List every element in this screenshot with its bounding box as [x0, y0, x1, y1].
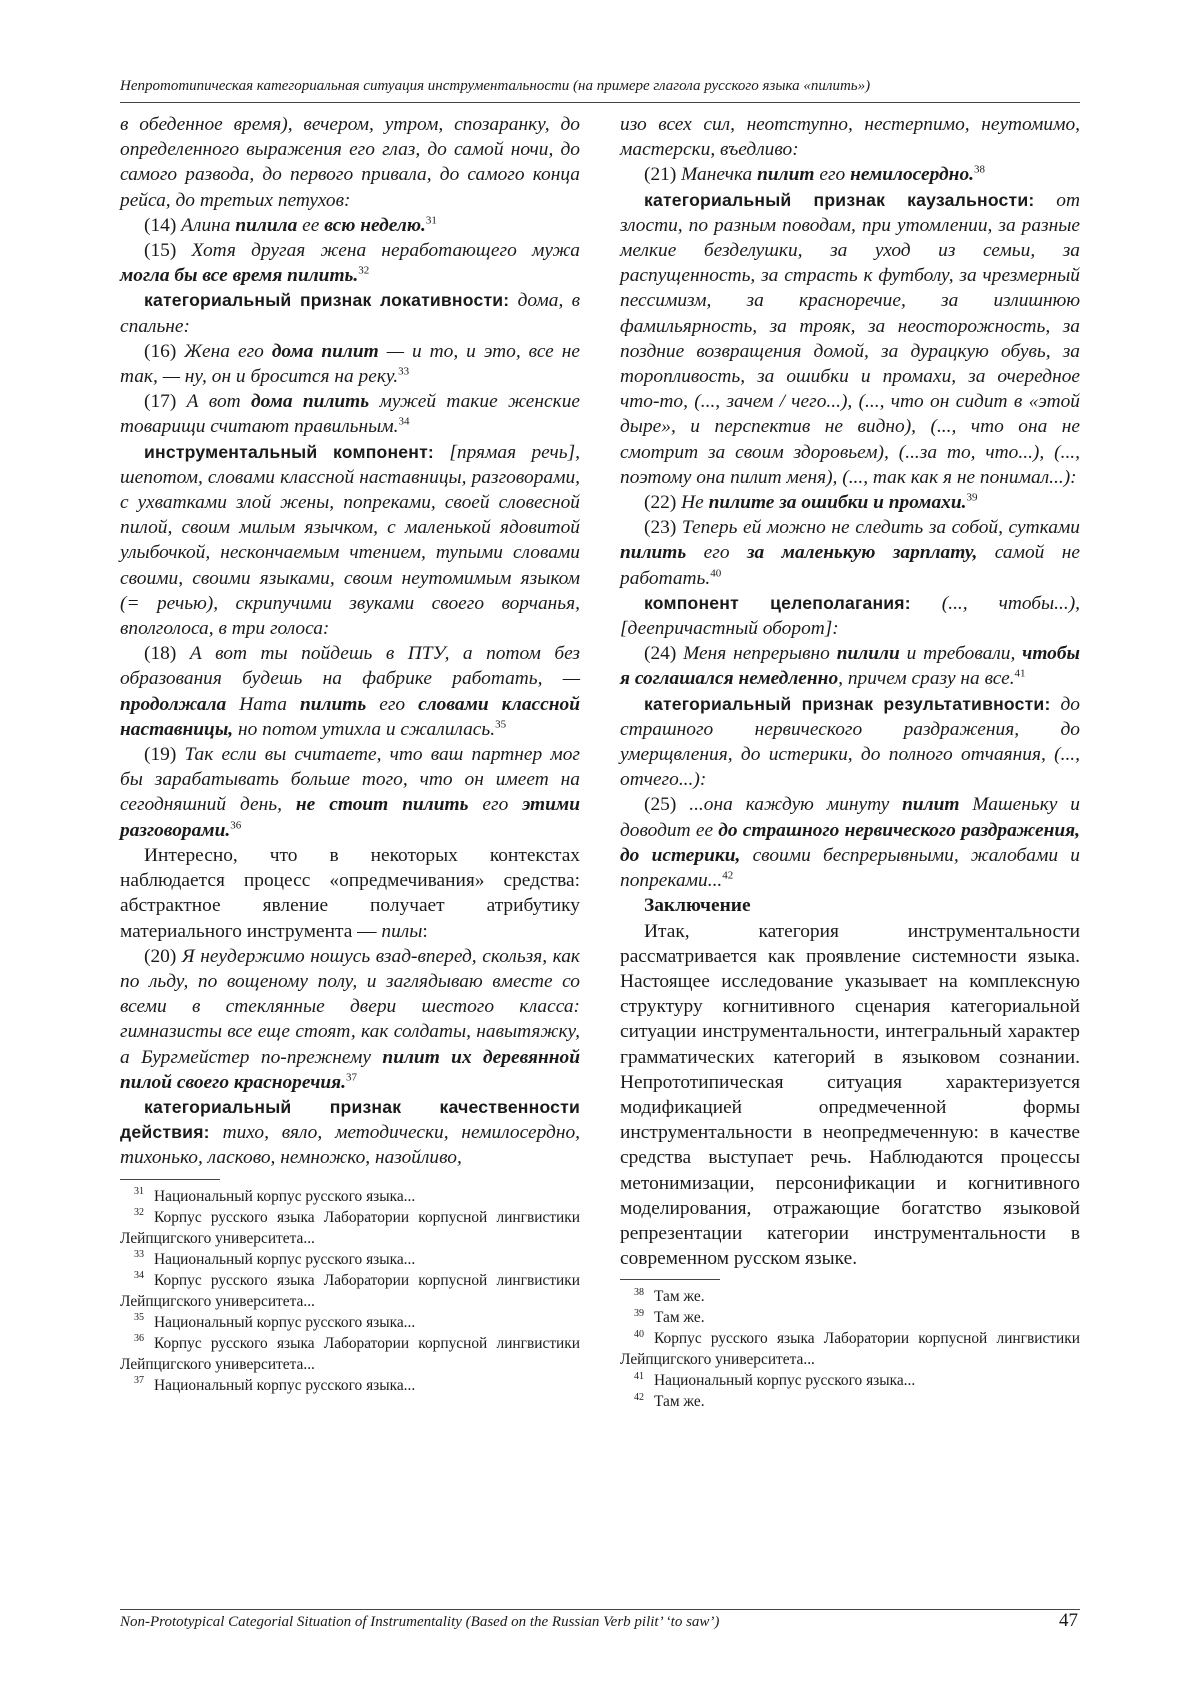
instrumental-component: инструментальный компонент: [прямая речь], шепотом, словами классной наставницы, разговорами, с ухватками злой жены, попреками, своей словесной пилой, своим милым язычком, с маленькой ядовитой улыбочкой, нескончаемым чтением, тупыми словами своими, своими языками, своим неутомимым языком (= речью), скрипучими звуками своего ворчанья, вполголоса, в три голоса:: [120, 441, 580, 640]
example-21: (21) Манечка пилит его немилосердно.$^{38}$: [644, 163, 985, 186]
footnote-37: $^{37}$ Национальный корпус русского языка...: [134, 1375, 416, 1394]
right-intro-text: изо всех сил, неотступно, нестерпимо, неутомимо, мастерски, въедливо:: [620, 114, 1080, 161]
page-number: 47: [1059, 1610, 1078, 1631]
example-18: (18) А вот ты пойдешь в ПТУ, а потом без образования будешь на фабрике работать, — продолжала Ната пилить его словами классной наставницы, но потом утихла и сжалилась.$^{35}$: [120, 643, 580, 740]
right-column: [620, 112, 1080, 1412]
body-paragraph: Интересно, что в некоторых контекстах наблюдается процесс «опредмечивания» средства: абстрактное явление получает атрибутику материального инструмента — пилы:: [120, 844, 580, 942]
footnote-40: $^{40}$ Корпус русского языка Лаборатории корпусной лингвистики Лейпцигского университета...: [620, 1329, 1080, 1369]
footnote-41: $^{41}$ Национальный корпус русского языка...: [634, 1371, 916, 1390]
quality-feature: категориальный признак качественности действия: тихо, вяло, методически, немилосердно, тихонько, ласково, немножко, назойливо,: [120, 1096, 580, 1169]
left-footnotes: [120, 1186, 580, 1396]
purpose-component: компонент целеполагания: (..., чтобы...), [деепричастный оборот]:: [620, 592, 1080, 640]
example-14: (14) Алина пилила ее всю неделю.$^{31}$: [144, 214, 437, 236]
footnote-separator: [620, 1279, 720, 1280]
running-head: Непрототипическая категориальная ситуация инструментальности (на примере глагола русского языка «пилить»): [120, 78, 871, 94]
footer-english-title: Non-Prototypical Categorial Situation of Instrumentality (Based on the Russian Verb pilit’ ‘to saw’): [120, 1614, 720, 1630]
header-rule: [120, 102, 1080, 103]
footnote-33: $^{33}$ Национальный корпус русского языка...: [134, 1249, 416, 1268]
footnote-39: $^{39}$ Там же.: [634, 1308, 705, 1327]
footnote-38: $^{38}$ Там же.: [634, 1287, 705, 1306]
example-24: (24) Меня непрерывно пилили и требовали, чтобы я соглашался немедленно, причем сразу на все.$^{41}$: [620, 643, 1080, 690]
footnote-32: $^{32}$ Корпус русского языка Лаборатории корпусной лингвистики Лейпцигского университета...: [120, 1207, 580, 1247]
left-column: [120, 112, 580, 1396]
example-16: (16) Жена его дома пилит — и то, и это, все не так, — ну, он и бросится на реку.$^{33}$: [120, 340, 580, 388]
example-15: (15) Хотя другая жена неработающего мужа могла бы все время пилить.$^{32}$: [120, 240, 580, 287]
causal-feature: категориальный признак каузальности: от злости, по разным поводам, при утомлении, за разные мелкие безделушки, за уход из семьи, за распущенность, за страсть к футболу, за чрезмерный пессимизм, за красноречие, за излишнюю фамильярность, за трояк, за неосторожность, за поздние возвращения домой, за дурацкую обувь, за торопливость, за ошибки и промахи, за очередное что-то, (..., зачем / чего...), (..., что он сидит в «этой дыре», и перспектив не видно), (..., что она не смотрит за своим здоровьем), (...за то, что...), (..., поэтому она пилит меня), (..., так как я не понимал...):: [620, 189, 1080, 488]
footer-rule: [120, 1609, 1080, 1610]
example-17: (17) А вот дома пилить мужей такие женские товарищи считают правильным.$^{34}$: [120, 391, 580, 438]
footnote-36: $^{36}$ Корпус русского языка Лаборатории корпусной лингвистики Лейпцигского университета...: [120, 1333, 580, 1373]
right-footnotes: [620, 1286, 1080, 1412]
example-22: (22) Не пилите за ошибки и промахи.$^{39}$: [644, 491, 978, 514]
resultative-feature: категориальный признак результативности: до страшного нервического раздражения, до умерщвления, до истерики, до полного отчаяния, (..., отчего...):: [620, 693, 1080, 791]
example-25: (25) ...она каждую минуту пилит Машеньку и доводит ее до страшного нервического раздражения, до истерики, своими беспрерывными, жалобами и попреками...$^{42}$: [620, 794, 1080, 892]
example-20: (20) Я неудержимо ношусь взад-вперед, скользя, как по льду, по вощеному полу, и заглядываю вместе со всеми в стеклянные двери шестого класса: гимназисты все еще стоят, как солдаты, навытяжку, а Бургмейстер по-прежнему пилит их деревянной пилой своего красноречия.$^{37}$: [120, 945, 580, 1093]
footnote-42: $^{42}$ Там же.: [634, 1392, 705, 1411]
example-19: (19) Так если вы считаете, что ваш партнер мог бы зарабатывать больше того, что он имеет на сегодняшний день, не стоит пилить его этими разговорами.$^{36}$: [120, 744, 580, 841]
footnote-separator: [120, 1179, 220, 1180]
left-intro-text: в обеденное время), вечером, утром, спозаранку, до определенного выражения его глаз, до самой ночи, до самого развода, до первого привала, до самого конца рейса, до третьих петухов:: [120, 114, 580, 211]
footnote-31: $^{31}$ Национальный корпус русского языка...: [134, 1186, 416, 1205]
conclusion-text: Итак, категория инструментальности рассматривается как проявление системности языка. Настоящее исследование указывает на комплексную структуру когнитивного сценария категориальной ситуации инструментальности, интегральный характер грамматических категорий в языковом сознании. Непрототипическая ситуация характеризуется модификацией опредмеченной формы инструментальности в неопредмеченную: в качестве средства выступает речь. Наблюдаются процессы метонимизации, персонификации и когнитивного моделирования, отражающие богатство языковой репрезентации категории инструментальности в современном русском языке.: [620, 920, 1080, 1270]
conclusion-heading: Заключение: [644, 895, 751, 917]
footnote-34: $^{34}$ Корпус русского языка Лаборатории корпусной лингвистики Лейпцигского университета...: [120, 1270, 580, 1310]
locative-feature: категориальный признак локативности: дома, в спальне:: [120, 290, 580, 337]
footnote-35: $^{35}$ Национальный корпус русского языка...: [134, 1312, 416, 1331]
example-23: (23) Теперь ей можно не следить за собой, сутками пилить его за маленькую зарплату, самой не работать.$^{40}$: [620, 517, 1080, 589]
